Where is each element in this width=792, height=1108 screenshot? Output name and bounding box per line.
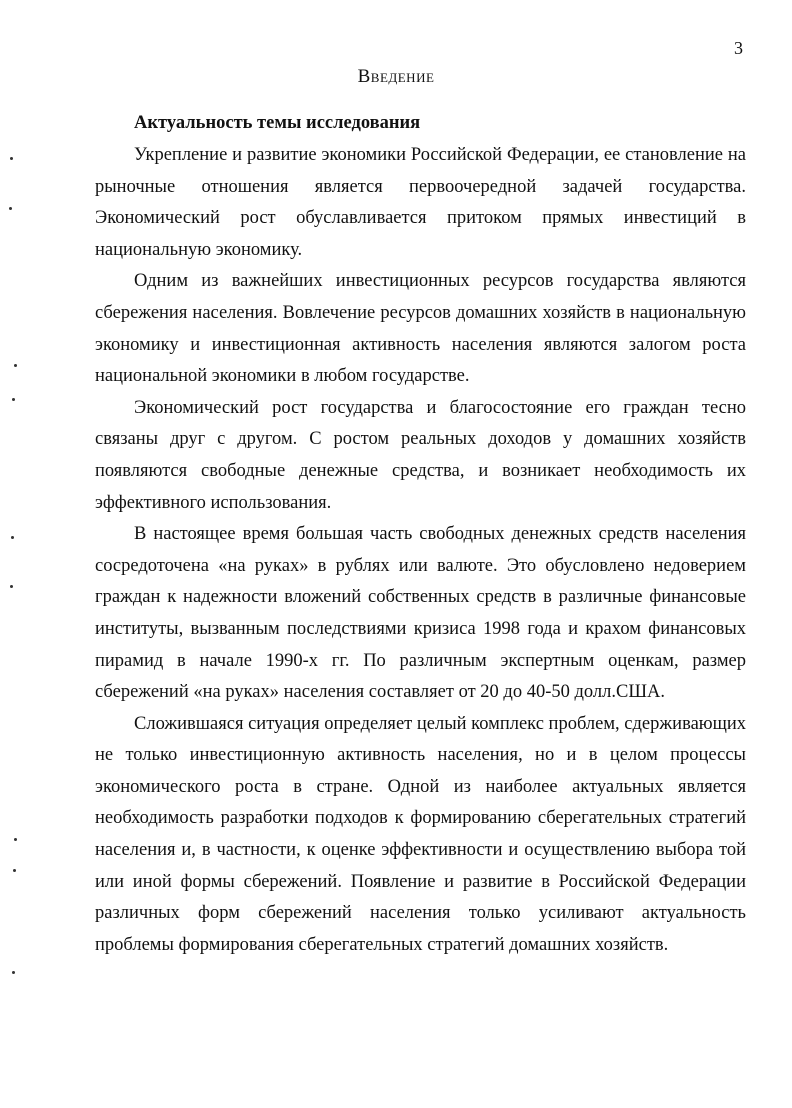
page-title: Введение [357,66,435,87]
scan-mark [14,838,17,841]
scan-mark [13,869,16,872]
scan-mark [14,364,17,367]
scan-mark [12,971,15,974]
scan-mark [11,536,14,539]
paragraph: Экономический рост государства и благосостояние его граждан тесно связаны друг с другом. С ростом реальных доходов у домашних хозяйств появляются свободные денежные средства, и возникает необходимость их эффективного использования. [95,397,746,513]
scan-mark [12,398,15,401]
page-number: 3 [734,38,743,58]
section-heading: Актуальность темы исследования [134,113,421,133]
paragraph: В настоящее время большая часть свободных денежных средств населения сосредоточена «на руках» в рублях или валюте. Это обусловлено недоверием граждан к надежности вложений собственных средств в различные финансовые институты, вызванным последствиями кризиса 1998 года и крахом финансовых пирамид в начале 1990-х гг. По различным экспертным оценкам, размер сбережений «на руках» населения составляет от 20 до 40-50 долл.США. [95,524,746,703]
scan-mark [10,157,13,160]
body-text [95,140,746,961]
paragraph: Сложившаяся ситуация определяет целый комплекс проблем, сдерживающих не только инвестиционную активность населения, но и в целом процессы экономического роста в стране. Одной из наиболее актуальных является необходимость разработки подходов к формированию сберегательных стратегий населения и, в частности, к оценке эффективности и осуществлению выбора той или иной формы сбережений. Появление и развитие в Российской Федерации различных форм сбережений населения только усиливают актуальность проблемы формирования сберегательных стратегий домашних хозяйств. [95,713,746,955]
paragraph: Укрепление и развитие экономики Российской Федерации, ее становление на рыночные отношения является первоочередной задачей государства. Экономический рост обуславливается притоком прямых инвестиций в национальную экономику. [95,145,746,260]
paragraph: Одним из важнейших инвестиционных ресурсов государства являются сбережения населения. Вовлечение ресурсов домашних хозяйств в национальную экономику и инвестиционная активность населения являются залогом роста национальной экономики в любом государстве. [95,271,746,387]
scan-mark [9,207,12,210]
scan-mark [10,585,13,588]
